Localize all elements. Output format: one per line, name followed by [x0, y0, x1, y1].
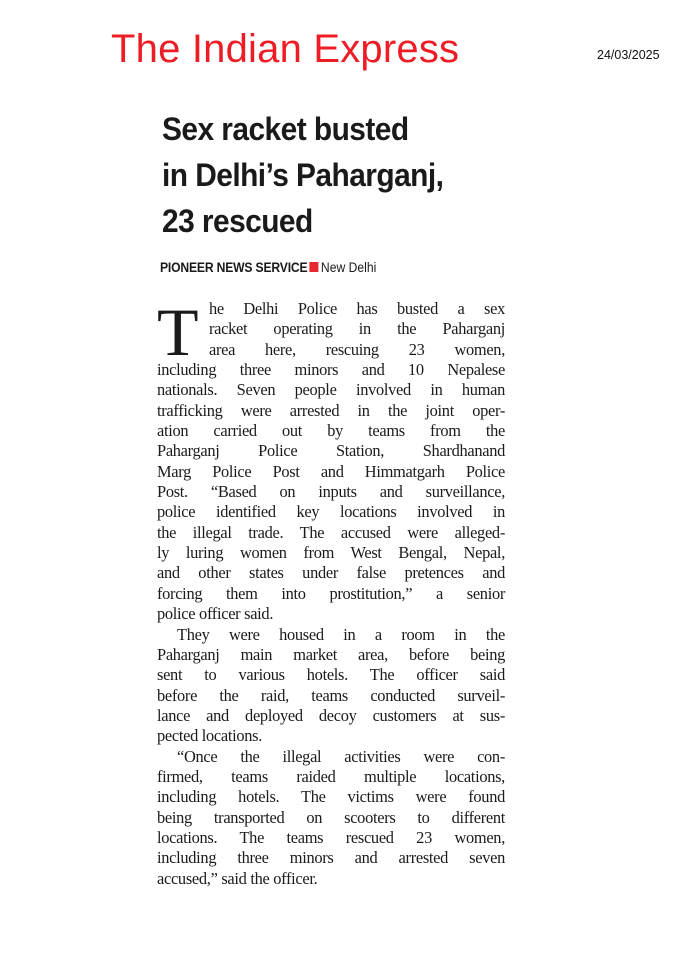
news-service: PIONEER NEWS SERVICE — [160, 260, 308, 275]
article-line: Marg Police Post and Himmatgarh Police — [157, 461, 505, 481]
article-line: the illegal trade. The accused were alleged- — [157, 522, 505, 542]
red-square-icon — [309, 262, 318, 272]
article-line: Paharganj main market area, before being — [157, 644, 505, 664]
article-line: including three minors and arrested seven — [157, 848, 505, 868]
article-line: ly luring women from West Bengal, Nepal, — [157, 543, 505, 563]
masthead-title: The Indian Express — [111, 27, 460, 71]
article-line: “Once the illegal activities were con- — [177, 746, 505, 766]
headline-line: in Delhi’s Paharganj, — [162, 157, 444, 193]
article-line: locations. The teams rescued 23 women, — [157, 827, 505, 847]
publication-date: 24/03/2025 — [597, 48, 660, 62]
article-line: ation carried out by teams from the — [157, 421, 505, 441]
article-line: being transported on scooters to different — [157, 807, 505, 827]
headline-line: 23 rescued — [162, 203, 313, 239]
article-line: and other states under false pretences and — [157, 563, 505, 583]
article-line: accused,” said the officer. — [157, 868, 318, 888]
article-line: he Delhi Police has busted a sex — [209, 299, 505, 318]
article-line: before the raid, teams conducted surveil- — [157, 685, 505, 705]
article-line: firmed, teams raided multiple locations, — [157, 766, 505, 786]
article-line: police officer said. — [157, 604, 274, 624]
byline — [160, 260, 376, 275]
article-line: including hotels. The victims were found — [157, 787, 505, 807]
article-line: forcing them into prostitution,” a senior — [157, 583, 505, 603]
dateline-location: New Delhi — [320, 260, 377, 275]
headline — [162, 106, 512, 244]
article-line: racket operating in the Paharganj — [209, 319, 505, 339]
article-line: Post. “Based on inputs and surveillance, — [157, 482, 505, 502]
article-line: nationals. Seven people involved in human — [157, 380, 505, 400]
article-body — [157, 294, 505, 889]
headline-line: Sex racket busted — [162, 111, 409, 147]
article-line: including three minors and 10 Nepalese — [157, 360, 505, 380]
article-line: trafficking were arrested in the joint oper- — [157, 400, 505, 420]
article-line: pected locations. — [157, 726, 263, 746]
drop-cap: T — [157, 294, 199, 370]
article-line: They were housed in a room in the — [177, 624, 505, 644]
article-line: Paharganj Police Station, Shardhanand — [157, 441, 505, 461]
article-line: lance and deployed decoy customers at sus- — [157, 705, 505, 725]
article-line: sent to various hotels. The officer said — [157, 665, 505, 685]
article-line: police identified key locations involved in — [157, 502, 505, 522]
article-line: area here, rescuing 23 women, — [209, 339, 505, 359]
